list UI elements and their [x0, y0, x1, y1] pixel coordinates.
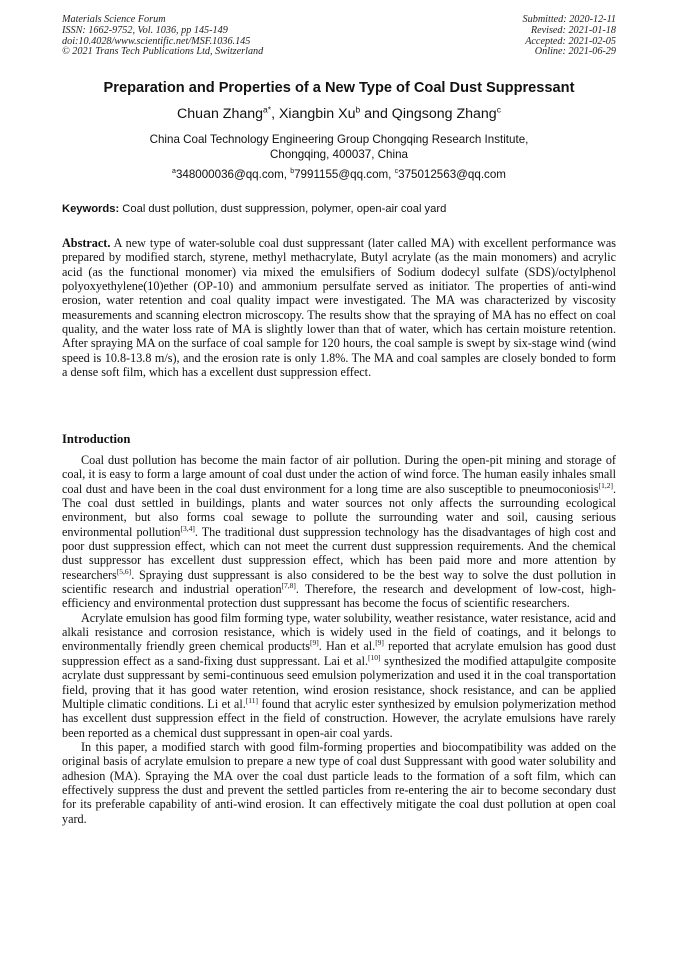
citation[interactable]: [5,6]: [116, 566, 132, 576]
author-affiliation-mark: c: [496, 104, 501, 115]
email-mark: c: [394, 168, 399, 176]
citation[interactable]: [11]: [245, 695, 258, 705]
citation[interactable]: [9]: [375, 638, 384, 648]
journal-name: Materials Science Forum: [62, 14, 166, 25]
section-heading-introduction: Introduction: [62, 432, 131, 446]
author-name: Chuan Zhang: [177, 106, 264, 122]
issn-line: ISSN: 1662-9752, Vol. 1036, pp 145-149: [62, 24, 228, 36]
online-date: Online: 2021-06-29: [534, 46, 616, 58]
introduction-body: [62, 453, 616, 826]
keywords-text: Coal dust pollution, dust suppression, polymer, open-air coal yard: [119, 203, 447, 215]
revised-date: Revised: 2021-01-18: [530, 24, 616, 36]
paragraph-text: Coal dust pollution has become the main factor of air pollution. During the open-pit mining and storage of coal, it is easy to form a large amount of coal dust under the action of wind force. The human easily inhales small coal dust and have been in the coal dust environment for a long time are also susceptible to pneumoconiosis: [62, 453, 616, 496]
citation[interactable]: [3,4]: [180, 523, 195, 533]
citation[interactable]: [1,2]: [598, 480, 613, 490]
email-address[interactable]: 375012563@qq.com: [398, 168, 506, 181]
paragraph: [62, 611, 616, 740]
journal-info: [62, 15, 263, 58]
abstract-text: A new type of water-soluble coal dust suppressant (later called MA) with excellent performance was prepared by modified starch, styrene, methyl methacrylate, Butyl acrylate (as the main monomers) and acrylic acid (as the functional monomer) via mixed the emulsifiers of Sodium dodecyl sulfate (SDS)/octylphenol polyoxyethylene(10)ether (OP-10) and ammonium persulfate served as initiator. The properties of anti-wind erosion, water retention and coal quality impact were investigated. The MA was characterized by viscosity measurements and scanning electron microscopy. The results show that the spraying of MA has no effect on coal quality, and the water loss rate of MA is slightly lower than that of water, which has certain moisture retention. After spraying MA on the surface of coal sample for 120 hours, the coal sample is swept by six-stage wind (wind speed is 10.8-13.8 m/s), and the erosion rate is only 1.8%. The MA and coal samples are closely bonded to form a dense soft film, which has a excellent dust suppression effect.: [62, 236, 616, 380]
author-name: Xiangbin Xu: [278, 106, 356, 122]
paragraph-text: . The coal dust settled in buildings, plants and water sources not only affects the surrounding ecological environment, but also forms coal sewage to pollute the surrounding water and soil, causing serious environmental pollution: [62, 481, 616, 539]
keywords: [62, 203, 616, 215]
paragraph-text: found that acrylic ester synthesized by emulsion polymerization method has excellent dust suppression effect in the field of construction. However, the acrylate emulsions have rarely been reported as a chemical dust suppressant in open-air coal yards.: [62, 696, 616, 740]
email-mark: a: [172, 168, 176, 176]
paper-title: Preparation and Properties of a New Type of Coal Dust Suppressant: [103, 80, 575, 96]
author-emails: [0, 168, 678, 181]
affiliation-line: Chongqing, 400037, China: [270, 147, 408, 161]
paragraph-text: . The traditional dust suppression technology has the disadvantages of high cost and poor dust suppression effect, which can not meet the current dust suppression requirements. And the chemical dust suppressor has excellent dust suppression effect, which has been paid more and more attention by researchers: [62, 524, 616, 582]
copyright-line: © 2021 Trans Tech Publications Ltd, Switzerland: [62, 46, 264, 58]
accepted-date: Accepted: 2021-02-05: [525, 35, 616, 47]
paragraph-text: synthesized the modified attapulgite composite acrylate dust suppressant by semi-continuous seed emulsion polymerization and used it in the coal transportation field, proving that it has good water retention, wind erosion resistance, shock resistance, and can be applied Multiple climatic conditions. Li et al.: [62, 653, 616, 711]
paragraph-text: . Spraying dust suppressant is also considered to be the best way to solve the dust pollution in scientific research and industrial operation: [62, 567, 616, 597]
citation[interactable]: [10]: [368, 652, 381, 662]
email-address[interactable]: 7991155@qq.com,: [294, 168, 395, 181]
author-name: Qingsong Zhang: [391, 106, 497, 122]
paragraph-text: . Han et al.: [318, 639, 376, 654]
paragraph-text: Acrylate emulsion has good film forming type, water solubility, weather resistance, water resistance, acid and alkali resistance and corrosion resistance, which is widely used in the field of coatings, and it belongs to environmentally friendly green chemical products: [62, 610, 616, 654]
author-affiliation-mark: b: [355, 104, 361, 115]
author-affiliation-mark: a*: [263, 104, 272, 115]
submission-dates: [523, 15, 616, 58]
submitted-date: Submitted: 2020-12-11: [522, 14, 616, 25]
affiliation-line: China Coal Technology Engineering Group Chongqing Research Institute,: [149, 133, 529, 146]
paragraph-text: . Therefore, the research and development of low-cost, high-efficiency and environmental protection dust suppressant has become the focus of scientific researchers.: [62, 582, 616, 611]
doi-line: doi:10.4028/www.scientific.net/MSF.1036.145: [62, 35, 251, 47]
author-list: [0, 106, 678, 122]
abstract-label: Abstract.: [62, 236, 111, 250]
paragraph: In this paper, a modified starch with good film-forming properties and biocompatibility was added on the original basis of acrylate emulsion to prepare a new type of coal dust Suppressant with good water solubility and adhesion (MA). Spraying the MA over the coal dust particle leads to the formation of a soft film, which can effectively suppress the dust and prevent the settled particles from re-entering the air to become secondary dust for its preferable capability of anti-wind erosion. It can effectively mitigate the coal dust pollution at open coal yard.: [62, 739, 616, 826]
paragraph-text: reported that acrylate emulsion has good dust suppression effect as a sand-fixing dust suppressant. Lai et al.: [62, 639, 616, 668]
citation[interactable]: [7,8]: [281, 581, 296, 591]
email-address[interactable]: 348000036@qq.com,: [175, 168, 291, 181]
keywords-label: Keywords:: [62, 203, 120, 215]
email-mark: b: [290, 168, 295, 176]
abstract: [62, 236, 616, 379]
author-separator: ,: [271, 106, 279, 122]
author-separator: and: [360, 106, 392, 122]
affiliation: [0, 133, 678, 162]
citation[interactable]: [9]: [310, 638, 319, 648]
paragraph: [62, 453, 616, 611]
